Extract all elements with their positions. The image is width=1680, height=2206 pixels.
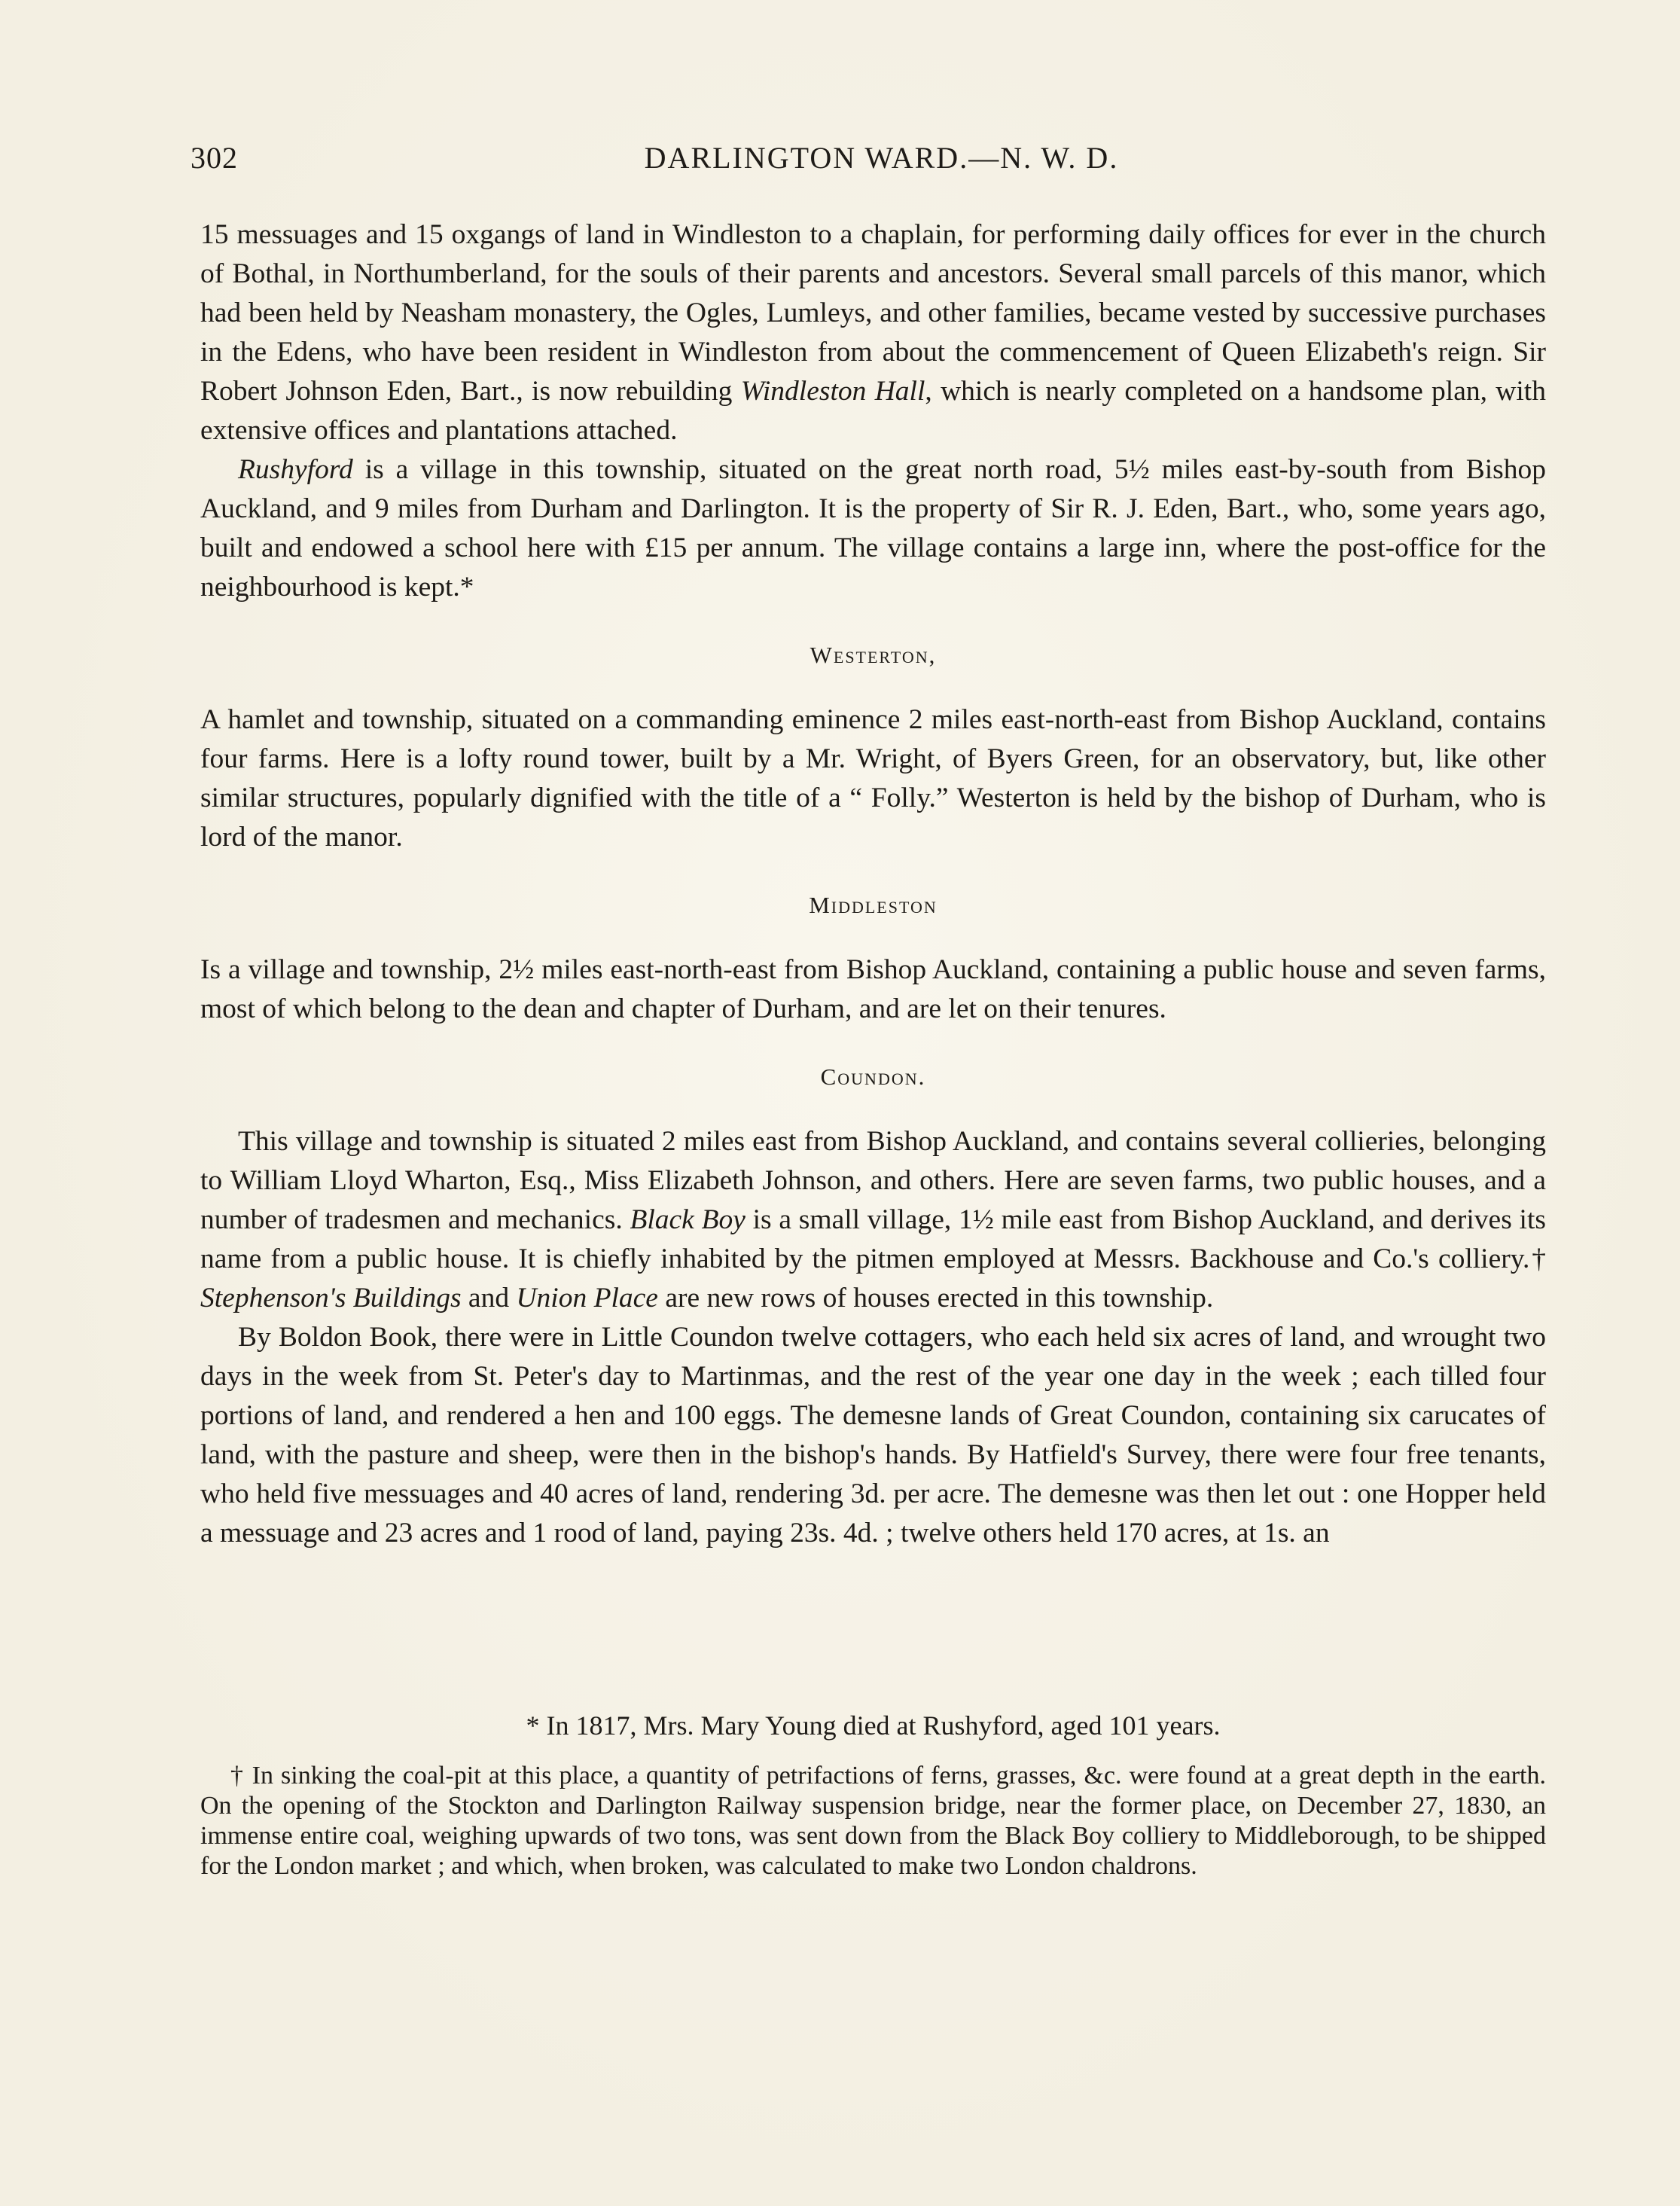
page-number: 302 — [191, 141, 238, 175]
heading-middleston: Middleston — [809, 892, 938, 918]
page-header — [191, 140, 1546, 185]
paragraph-windleston: 15 messuages and 15 oxgangs of land in Windleston to a chaplain, for performing daily offices for ever in the church of Bothal, in Northumberland, for the souls of their parents and ancestors. Several small parcels of this manor, which had been held by Neasham monastery, the Ogles, Lumleys, and other families, became vested by successive purchases in the Edens, who have been resident in Windleston from about the commencement of Queen Elizabeth's reign. Sir Robert Johnson Eden, Bart., is now rebuilding Windleston Hall, which is nearly completed on a handsome plan, with extensive offices and plantations attached. — [200, 219, 1546, 446]
footnote-dagger: † In sinking the coal-pit at this place, a quantity of petrifactions of ferns, grasses, &c. were found at a great depth in the earth. On the opening of the Stockton and Darlington Railway suspension bridge, near the former place, on December 27, 1830, an immense entire coal, weighing upwards of two tons, was sent down from the Black Boy colliery to Middleborough, to be shipped for the London market ; and which, when broken, was calculated to make two London chaldrons. — [200, 1762, 1546, 1880]
black-boy-italic: Black Boy — [630, 1204, 745, 1235]
footnote-asterisk: * In 1817, Mrs. Mary Young died at Rushyford, aged 101 years. — [526, 1710, 1221, 1741]
footnotes — [200, 1707, 1546, 1881]
paragraph-westerton: A hamlet and township, situated on a commanding eminence 2 miles east-north-east from Bishop Auckland, contains four farms. Here is a lofty round tower, built by a Mr. Wright, of Byers Green, for an observatory, but, like other similar structures, popularly dignified with the title of a “ Folly.” Westerton is held by the bishop of Durham, who is lord of the manor. — [200, 704, 1546, 853]
paragraph-middleston: Is a village and township, 2½ miles east-north-east from Bishop Auckland, containing a public house and seven farms, most of which belong to the dean and chapter of Durham, and are let on their tenures. — [200, 954, 1546, 1024]
heading-westerton: Westerton, — [810, 642, 937, 668]
paragraph-coundon: This village and township is situated 2 miles east from Bishop Auckland, and contains several collieries, belonging to William Lloyd Wharton, Esq., Miss Elizabeth Johnson, and others. Here are seven farms, two public houses, and a number of tradesmen and mechanics. Black Boy is a small village, 1½ mile east from Bishop Auckland, and derives its name from a public house. It is chiefly inhabited by the pitmen employed at Messrs. Backhouse and Co.'s colliery.† Stephenson's Buildings and Union Place are new rows of houses erected in this township. — [200, 1126, 1546, 1314]
paragraph-boldon-book: By Boldon Book, there were in Little Coundon twelve cottagers, who each held six acres of land, and wrought two days in the week from St. Peter's day to Martinmas, and the rest of the year one day in the week ; each tilled four portions of land, and rendered a hen and 100 eggs. The demesne lands of Great Coundon, containing six carucates of land, with the pasture and sheep, were then in the bishop's hands. By Hatfield's Survey, there were four free tenants, who held five messuages and 40 acres of land, rendering 3d. per acre. The demesne was then let out : one Hopper held a messuage and 23 acres and 1 rood of land, paying 23s. 4d. ; twelve others held 170 acres, at 1s. an — [200, 1322, 1546, 1548]
heading-coundon: Coundon. — [820, 1063, 926, 1090]
paragraph-rushyford: Rushyford is a village in this township, situated on the great north road, 5½ miles east-by-south from Bishop Auckland, and 9 miles from Durham and Darlington. It is the property of Sir R. J. Eden, Bart., who, some years ago, built and endowed a school here with £15 per annum. The village contains a large inn, where the post-office for the neighbourhood is kept.* — [200, 454, 1546, 603]
running-title: DARLINGTON WARD.—N. W. D. — [644, 141, 1119, 175]
stephensons-buildings-italic: Stephenson's Buildings — [200, 1283, 462, 1314]
rushyford-italic: Rushyford — [238, 454, 353, 485]
main-text — [200, 215, 1546, 1553]
union-place-italic: Union Place — [516, 1283, 658, 1314]
windleston-hall-italic: Windleston Hall — [740, 376, 925, 407]
